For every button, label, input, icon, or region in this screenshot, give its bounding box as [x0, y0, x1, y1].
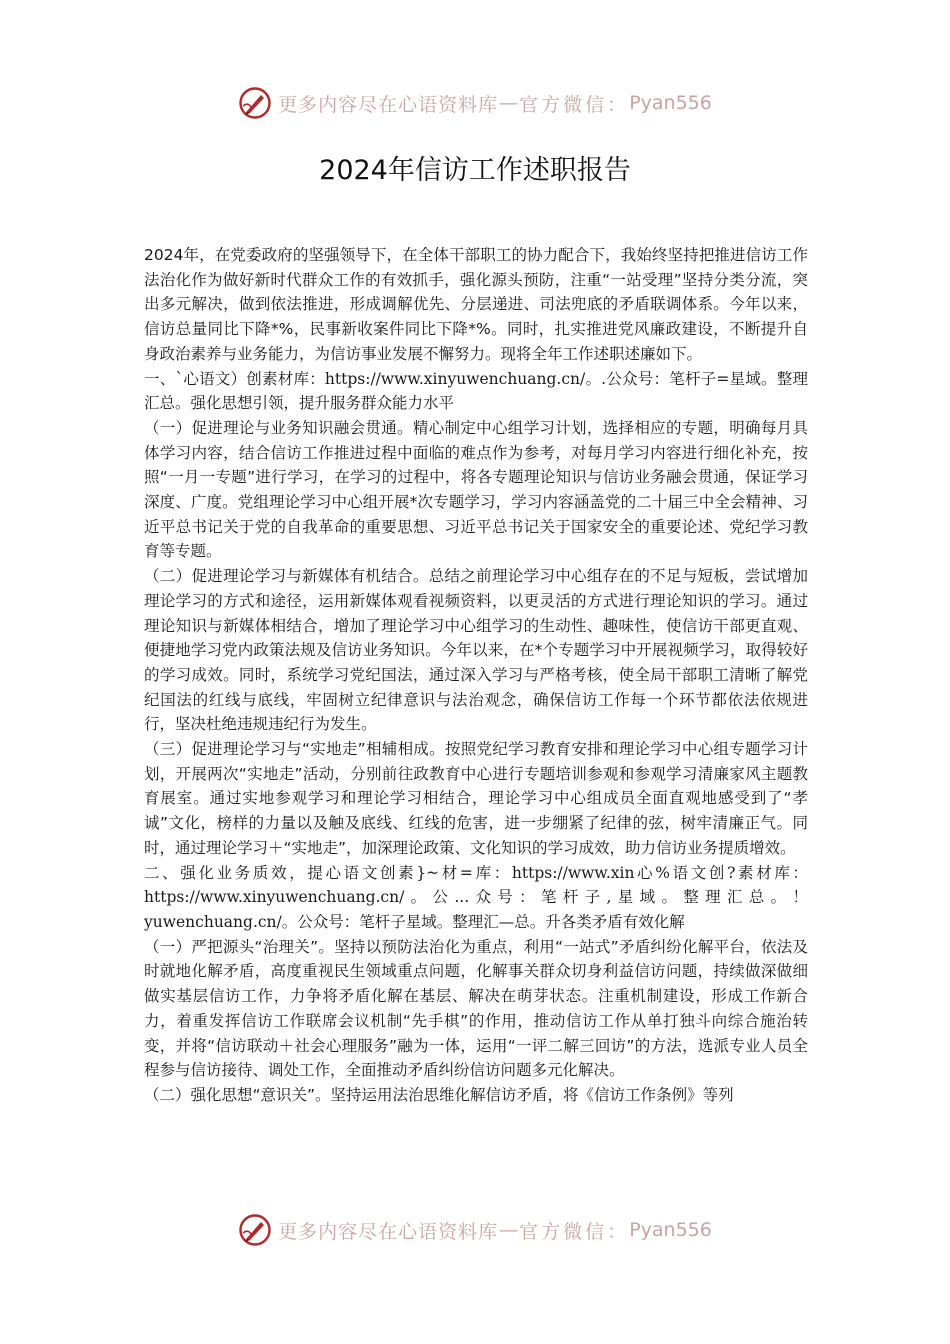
footer-site-text: 更多内容尽在心语资料库: [278, 1220, 499, 1243]
header-dash: —: [499, 92, 519, 114]
header-wechat-label: 官方微信：: [519, 93, 630, 116]
section-heading-2: 二、强化业务质效，提心语文创素}~材=库：https://www.xin心%语文创?素材库：https://www.xinyuwenchuang.cn/。公...众号：笔杆子,星域。整理汇总。！yuwenchuang.cn/。公众号：笔杆子星域。整理汇—总。升各类矛盾有效化解: [144, 863, 808, 931]
header-banner[interactable]: [0, 83, 950, 123]
document-body: [144, 243, 808, 1108]
paragraph-1-2: （二）促进理论学习与新媒体有机结合。总结之前理论学习中心组存在的不足与短板，尝试增加理论学习的方式和途径，运用新媒体观看视频资料，以更灵活的方式进行理论知识的学习。通过理论知识与新媒体相结合，增加了理论学习中心组学习的生动性、趣味性，使信访干部更直观、便捷地学习党内政策法规及信访业务知识。今年以来，在*个专题学习中开展视频学习，取得较好的学习成效。同时，系统学习党纪国法，通过深入学习与严格考核，使全局干部职工清晰了解党纪国法的红线与底线，牢固树立纪律意识与法治观念，确保信访工作每一个环节都依法依规进行，坚决杜绝违规违纪行为发生。: [144, 567, 808, 734]
header-wechat-id: Pyan556: [629, 92, 712, 114]
paragraph-intro: 2024年，在党委政府的坚强领导下，在全体干部职工的协力配合下，我始终坚持把推进信访工作法治化作为做好新时代群众工作的有效抓手，强化源头预防，注重“一站受理”坚持分类分流，突出多元解决，做到依法推进，形成调解优先、分层递进、司法兜底的矛盾联调体系。今年以来，信访总量同比下降*%，民事新收案件同比下降*%。同时，扎实推进党风廉政建设，不断提升自身政治素养与业务能力，为信访事业发展不懈努力。现将全年工作述职述廉如下。: [144, 246, 808, 363]
paragraph-2-2: （二）强化思想“意识关”。坚持运用法治思维化解信访矛盾，将《信访工作条例》等列: [144, 1085, 734, 1104]
pen-logo-icon: [238, 86, 272, 120]
footer-banner[interactable]: [0, 1210, 950, 1250]
page-title: 2024年信访工作述职报告: [319, 155, 631, 186]
header-site-text: 更多内容尽在心语资料库: [278, 93, 499, 116]
section-heading-1: 一、`心语文）创素材库：https://www.xinyuwenchuang.cn/。.公众号：笔杆子=星域。整理汇总。强化思想引领，提升服务群众能力水平: [144, 369, 808, 413]
footer-wechat-id: Pyan556: [629, 1219, 712, 1241]
pen-logo-icon: [238, 1213, 272, 1247]
paragraph-1-1: （一）促进理论与业务知识融会贯通。精心制定中心组学习计划，选择相应的专题，明确每月具体学习内容，结合信访工作推进过程中面临的难点作为参考，对每月学习内容进行细化补充，按照“一月一专题”进行学习，在学习的过程中，将各专题理论知识与信访业务融会贯通，保证学习深度、广度。党组理论学习中心组开展*次专题学习，学习内容涵盖党的二十届三中全会精神、习近平总书记关于党的自我革命的重要思想、习近平总书记关于国家安全的重要论述、党纪学习教育等专题。: [144, 418, 808, 561]
footer-dash: —: [499, 1219, 519, 1241]
paragraph-1-3: （三）促进理论学习与“实地走”相辅相成。按照党纪学习教育安排和理论学习中心组专题学习计划，开展两次“实地走”活动，分别前往政教育中心进行专题培训参观和参观学习清廉家风主题教育展室。通过实地参观学习和理论学习相结合，理论学习中心组成员全面直观地感受到了“孝诚”文化，榜样的力量以及触及底线、红线的危害，进一步绷紧了纪律的弦，树牢清廉正气。同时，通过理论学习＋“实地走”，加深理论政策、文化知识的学习成效，助力信访业务提质增效。: [144, 740, 808, 857]
footer-wechat-label: 官方微信：: [519, 1220, 630, 1243]
paragraph-2-1: （一）严把源头“治理关”。坚持以预防法治化为重点，利用“一站式”矛盾纠纷化解平台，依法及时就地化解矛盾，高度重视民生领域重点问题，化解事关群众切身利益信访问题，持续做深做细做实基层信访工作，力争将矛盾化解在基层、解决在萌芽状态。注重机制建设，形成工作新合力，着重发挥信访工作联席会议机制“先手棋”的作用，推动信访工作从单打独斗向综合施治转变，并将“信访联动＋社会心理服务”融为一体，运用“一评二解三回访”的方法，选派专业人员全程参与信访接待、调处工作，全面推动矛盾纠纷信访问题多元化解决。: [144, 937, 808, 1080]
